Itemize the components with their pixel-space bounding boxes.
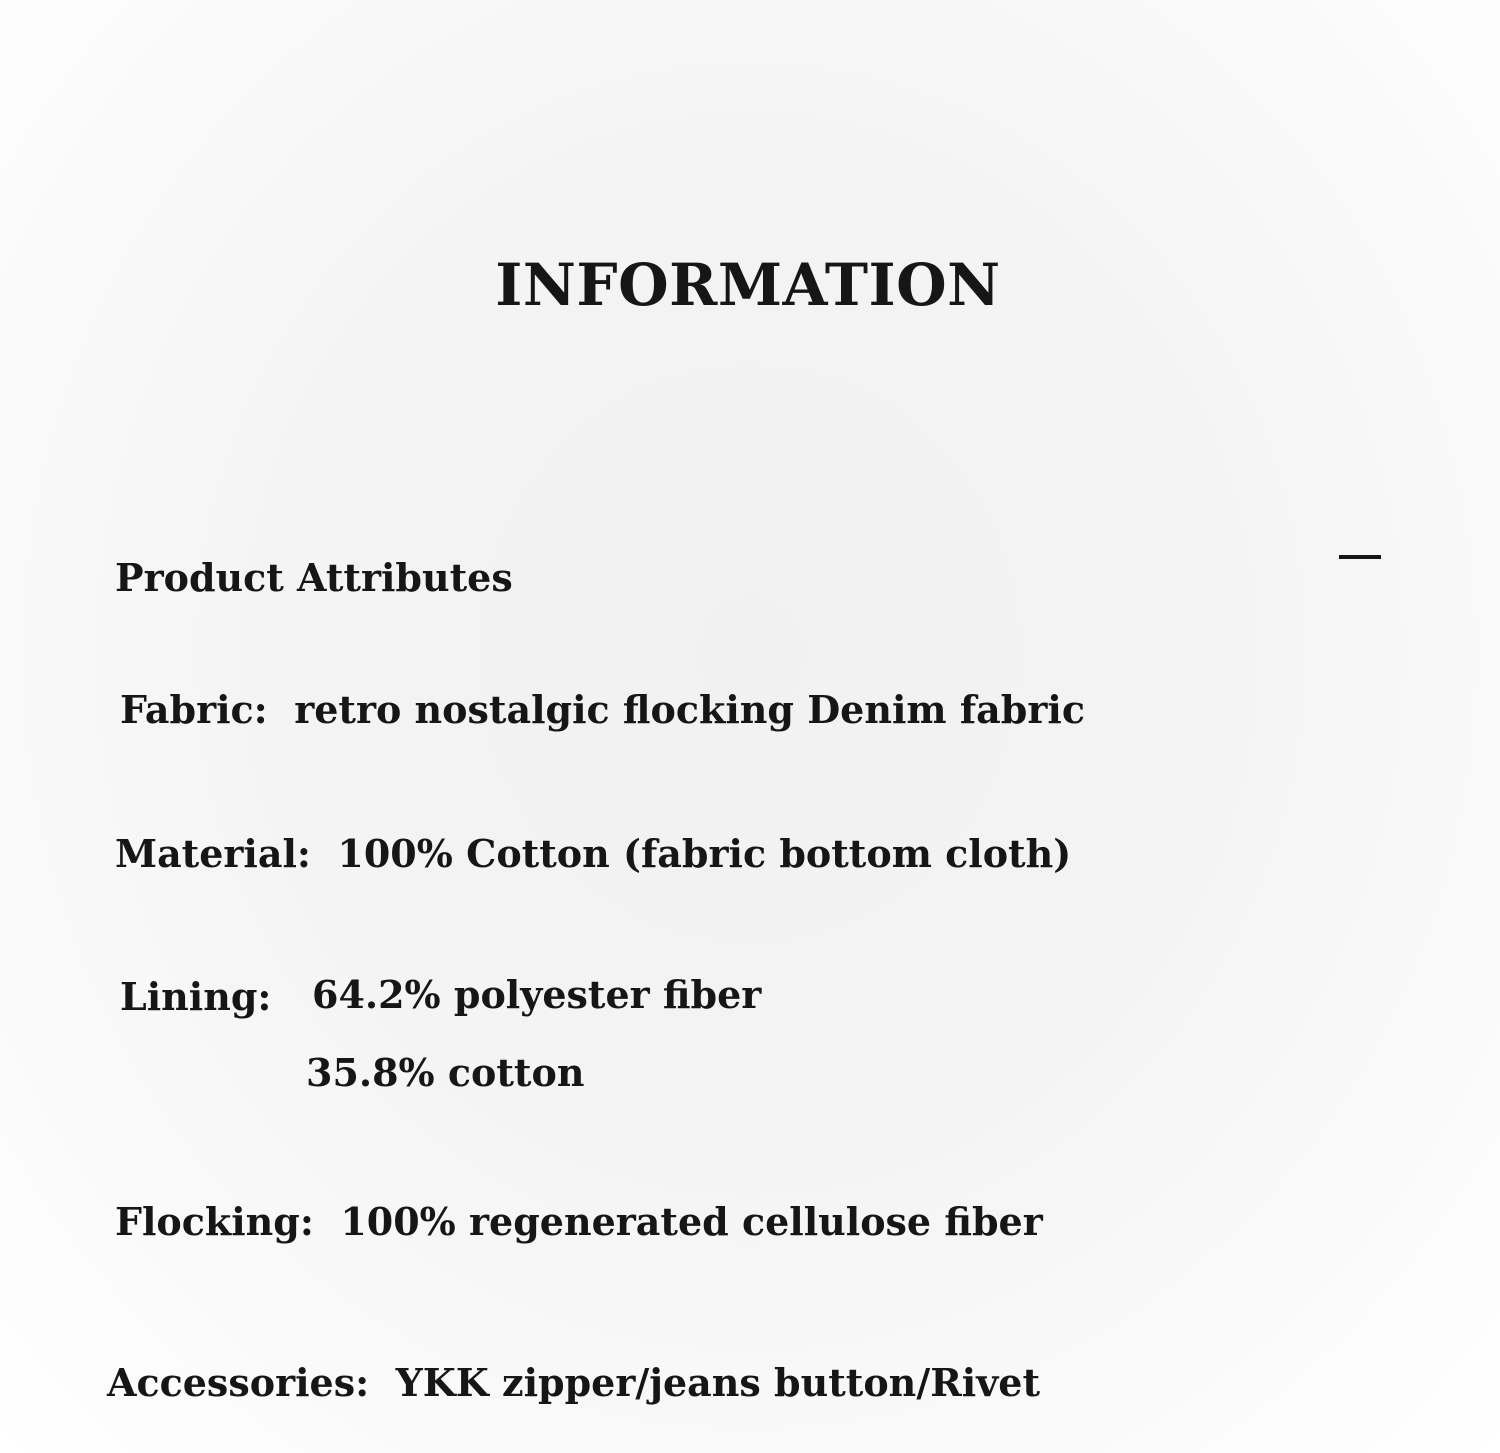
attribute-fabric: [120, 687, 1085, 733]
attribute-value: retro nostalgic flocking Denim fabric: [294, 687, 1085, 732]
attribute-accessories: [107, 1360, 1040, 1406]
page-title: INFORMATION: [495, 251, 1001, 319]
attribute-label: Material:: [115, 831, 325, 876]
attribute-lining-value-1: 64.2% polyester fiber: [312, 972, 762, 1017]
attribute-label: Flocking:: [115, 1199, 328, 1244]
attribute-label: Accessories:: [107, 1360, 383, 1405]
attribute-label: Fabric:: [120, 687, 281, 732]
minus-icon: [1339, 555, 1381, 559]
collapse-toggle-button[interactable]: [1334, 542, 1386, 572]
attribute-material: [115, 831, 1071, 877]
attribute-lining-label: Lining:: [120, 974, 272, 1019]
attribute-value: 100% regenerated cellulose fiber: [340, 1199, 1043, 1244]
attribute-value: YKK zipper/jeans button/Rivet: [395, 1360, 1041, 1405]
attribute-lining-value-2: 35.8% cotton: [306, 1050, 585, 1095]
attribute-value: 100% Cotton (fabric bottom cloth): [337, 831, 1072, 876]
product-attributes-heading[interactable]: Product Attributes: [115, 555, 513, 600]
attribute-flocking: [115, 1199, 1043, 1245]
